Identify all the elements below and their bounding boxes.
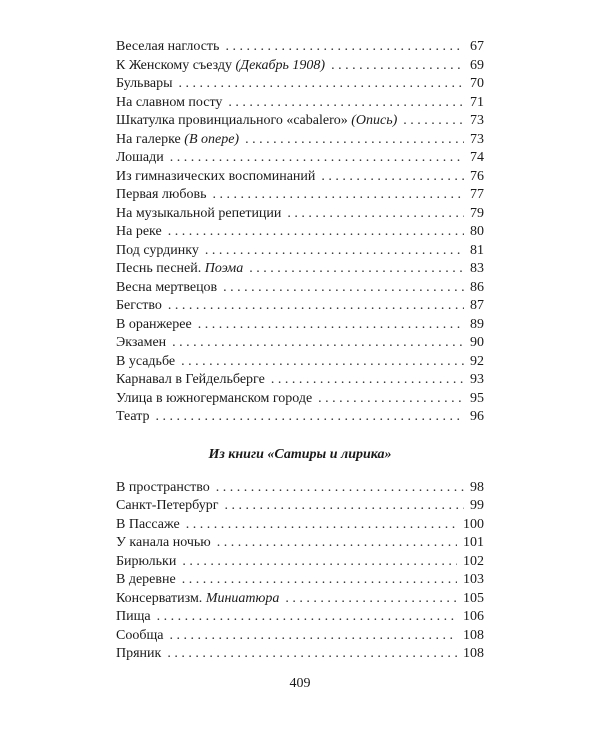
toc-entry-title-text: Веселая наглость (116, 39, 220, 54)
toc-entry-subtitle: (Декабрь 1908) (235, 57, 326, 73)
dot-leader (179, 75, 465, 94)
toc-entry (116, 534, 484, 553)
toc-entry-title-text: Консерватизм. (116, 590, 206, 606)
toc-entry-page: 108 (463, 627, 484, 643)
dot-leader (228, 94, 464, 113)
dot-leader (181, 353, 464, 372)
toc-entry-title-text: Шкатулка провинциального «cabalero» (116, 113, 352, 128)
toc-entry-title-text: Песнь песней. (116, 261, 205, 276)
toc-entry-subtitle: (В опере) (184, 131, 240, 147)
toc-entry-subtitle: Поэма (204, 261, 244, 276)
toc-entry-page: 77 (470, 187, 484, 202)
toc-entry-title-text: Первая любовь (116, 187, 207, 202)
toc-entry (116, 279, 484, 298)
toc-entry-title-text: На музыкальной репетиции (116, 205, 282, 221)
toc-entry-title-text: На галерке (116, 131, 185, 147)
toc-entry-title (116, 279, 217, 298)
toc-entry-page: 71 (470, 94, 484, 110)
toc-entry (116, 223, 484, 242)
toc-entry-title (116, 75, 173, 94)
toc-entry (116, 75, 484, 94)
toc-entry-title (116, 353, 175, 372)
toc-entry-title-text: Под сурдинку (116, 242, 199, 258)
toc-entry (116, 627, 484, 646)
toc-entry (116, 390, 484, 409)
toc-entry (116, 149, 484, 168)
toc-list-section-1 (116, 38, 484, 427)
table-of-contents (116, 38, 484, 664)
toc-entry-title-text: Бегство (116, 298, 162, 313)
toc-entry (116, 334, 484, 353)
dot-leader (285, 590, 457, 609)
toc-entry-page: 74 (470, 150, 484, 165)
dot-leader (167, 645, 457, 664)
dot-leader (198, 316, 464, 335)
toc-entry-title (116, 57, 325, 76)
toc-entry (116, 608, 484, 627)
toc-entry-page: 108 (463, 646, 484, 661)
toc-entry (116, 645, 484, 664)
toc-entry-page: 67 (470, 39, 484, 54)
toc-entry-title (116, 534, 211, 553)
dot-leader (156, 408, 464, 427)
toc-entry-title (116, 334, 166, 353)
toc-entry-title-text: На реке (116, 224, 162, 239)
toc-entry (116, 94, 484, 113)
toc-entry (116, 260, 484, 279)
dot-leader (157, 608, 457, 627)
toc-entry-page: 90 (470, 335, 484, 350)
toc-entry-page: 98 (470, 479, 484, 495)
toc-entry-title (116, 168, 315, 187)
toc-entry-title (116, 112, 397, 131)
toc-entry-title (116, 223, 162, 242)
dot-leader (403, 112, 464, 131)
toc-entry-title-text: Из гимназических воспоминаний (116, 168, 316, 184)
toc-entry-page: 100 (463, 516, 484, 532)
toc-entry (116, 408, 484, 427)
toc-entry-title-text: В оранжерее (116, 316, 192, 332)
toc-entry-page: 103 (463, 572, 484, 587)
toc-entry-title (116, 205, 281, 224)
toc-entry (116, 242, 484, 261)
toc-entry-title (116, 186, 206, 205)
dot-leader (245, 131, 464, 150)
toc-entry-title-text: В Пассаже (116, 516, 180, 532)
dot-leader (205, 242, 464, 261)
toc-entry-title-text: В пространство (116, 479, 210, 495)
toc-entry-page: 81 (470, 242, 484, 258)
toc-entry-title (116, 516, 180, 535)
toc-entry-title-text: На славном посту (116, 94, 223, 110)
toc-entry (116, 186, 484, 205)
toc-entry (116, 479, 484, 498)
toc-entry-title-text: Театр (116, 409, 150, 424)
toc-entry-page: 93 (470, 372, 484, 387)
toc-entry-subtitle: Миниатюра (205, 590, 280, 606)
dot-leader (331, 57, 464, 76)
toc-entry-title (116, 590, 279, 609)
toc-entry (116, 168, 484, 187)
toc-entry-page: 87 (470, 298, 484, 313)
toc-entry-page: 102 (463, 553, 484, 569)
toc-entry-page: 92 (470, 353, 484, 369)
toc-entry-title-text: Пряник (116, 646, 162, 661)
toc-entry-title (116, 38, 219, 57)
dot-leader (287, 205, 464, 224)
dot-leader (223, 279, 464, 298)
toc-entry-title (116, 149, 164, 168)
toc-entry (116, 516, 484, 535)
toc-entry-title (116, 571, 176, 590)
toc-entry (116, 353, 484, 372)
toc-entry (116, 112, 484, 131)
toc-entry-page: 101 (463, 535, 484, 550)
toc-entry-page: 70 (470, 76, 484, 91)
dot-leader (249, 260, 464, 279)
dot-leader (172, 334, 464, 353)
dot-leader (321, 168, 464, 187)
toc-entry-title (116, 260, 243, 279)
toc-entry-page: 69 (470, 57, 484, 73)
page-number: 409 (289, 676, 311, 691)
toc-entry-page: 76 (470, 168, 484, 184)
toc-entry-title (116, 553, 176, 572)
toc-entry-page: 89 (470, 316, 484, 332)
toc-entry-title (116, 408, 150, 427)
toc-entry-title (116, 390, 312, 409)
toc-entry-title (116, 645, 161, 664)
toc-entry-title-text: Сообща (116, 627, 164, 643)
toc-entry-title (116, 497, 218, 516)
toc-entry-title (116, 297, 162, 316)
toc-entry-title-text: Экзамен (116, 335, 167, 350)
toc-entry-page: 96 (470, 409, 484, 424)
toc-entry-title-text: Карнавал в Гейдельберге (116, 372, 265, 387)
toc-entry-page: 86 (470, 279, 484, 295)
toc-entry (116, 131, 484, 150)
dot-leader (168, 223, 464, 242)
dot-leader (217, 534, 457, 553)
dot-leader (182, 553, 457, 572)
toc-entry (116, 38, 484, 57)
toc-entry-title (116, 94, 222, 113)
toc-entry (116, 497, 484, 516)
dot-leader (170, 149, 464, 168)
toc-entry (116, 371, 484, 390)
dot-leader (318, 390, 464, 409)
toc-entry-title-text: В деревне (116, 572, 176, 587)
toc-entry-title-text: У канала ночью (116, 535, 211, 550)
toc-entry-page: 73 (470, 113, 484, 128)
toc-entry-page: 73 (470, 131, 484, 147)
toc-entry-title (116, 479, 210, 498)
toc-entry (116, 553, 484, 572)
toc-entry (116, 297, 484, 316)
dot-leader (169, 627, 457, 646)
toc-entry (116, 571, 484, 590)
dot-leader (216, 479, 464, 498)
toc-entry-title-text: Бирюльки (116, 553, 177, 569)
toc-list-section-2 (116, 479, 484, 664)
section-heading: Из книги «Сатиры и лирика» (208, 446, 392, 462)
dot-leader (212, 186, 464, 205)
toc-entry-page: 95 (470, 390, 484, 406)
toc-entry-subtitle: (Опись) (351, 113, 398, 128)
dot-leader (182, 571, 457, 590)
toc-entry (116, 205, 484, 224)
toc-entry-page: 79 (470, 205, 484, 221)
toc-entry-title-text: Весна мертвецов (116, 279, 218, 295)
toc-entry-page: 106 (463, 609, 484, 624)
toc-entry-page: 83 (470, 261, 484, 276)
dot-leader (271, 371, 464, 390)
toc-entry-title (116, 131, 239, 150)
toc-entry-title-text: Бульвары (116, 76, 173, 91)
dot-leader (224, 497, 464, 516)
toc-entry-title-text: Санкт-Петербург (116, 498, 219, 513)
toc-entry (116, 316, 484, 335)
toc-entry-title (116, 627, 163, 646)
toc-entry-title-text: Лошади (116, 150, 164, 165)
toc-entry-title-text: Пища (116, 609, 151, 624)
toc-entry-page: 80 (470, 224, 484, 239)
toc-entry (116, 57, 484, 76)
toc-entry-title-text: К Женскому съезду (116, 57, 236, 73)
toc-entry-title (116, 242, 199, 261)
toc-entry-title-text: Улица в южногерманском городе (116, 390, 313, 406)
toc-entry-title (116, 316, 192, 335)
dot-leader (186, 516, 457, 535)
toc-entry (116, 590, 484, 609)
toc-entry-title-text: В усадьбе (116, 353, 176, 369)
dot-leader (225, 38, 464, 57)
toc-entry-title (116, 371, 265, 390)
dot-leader (168, 297, 464, 316)
toc-entry-page: 99 (470, 498, 484, 513)
toc-entry-page: 105 (463, 590, 484, 606)
toc-entry-title (116, 608, 151, 627)
